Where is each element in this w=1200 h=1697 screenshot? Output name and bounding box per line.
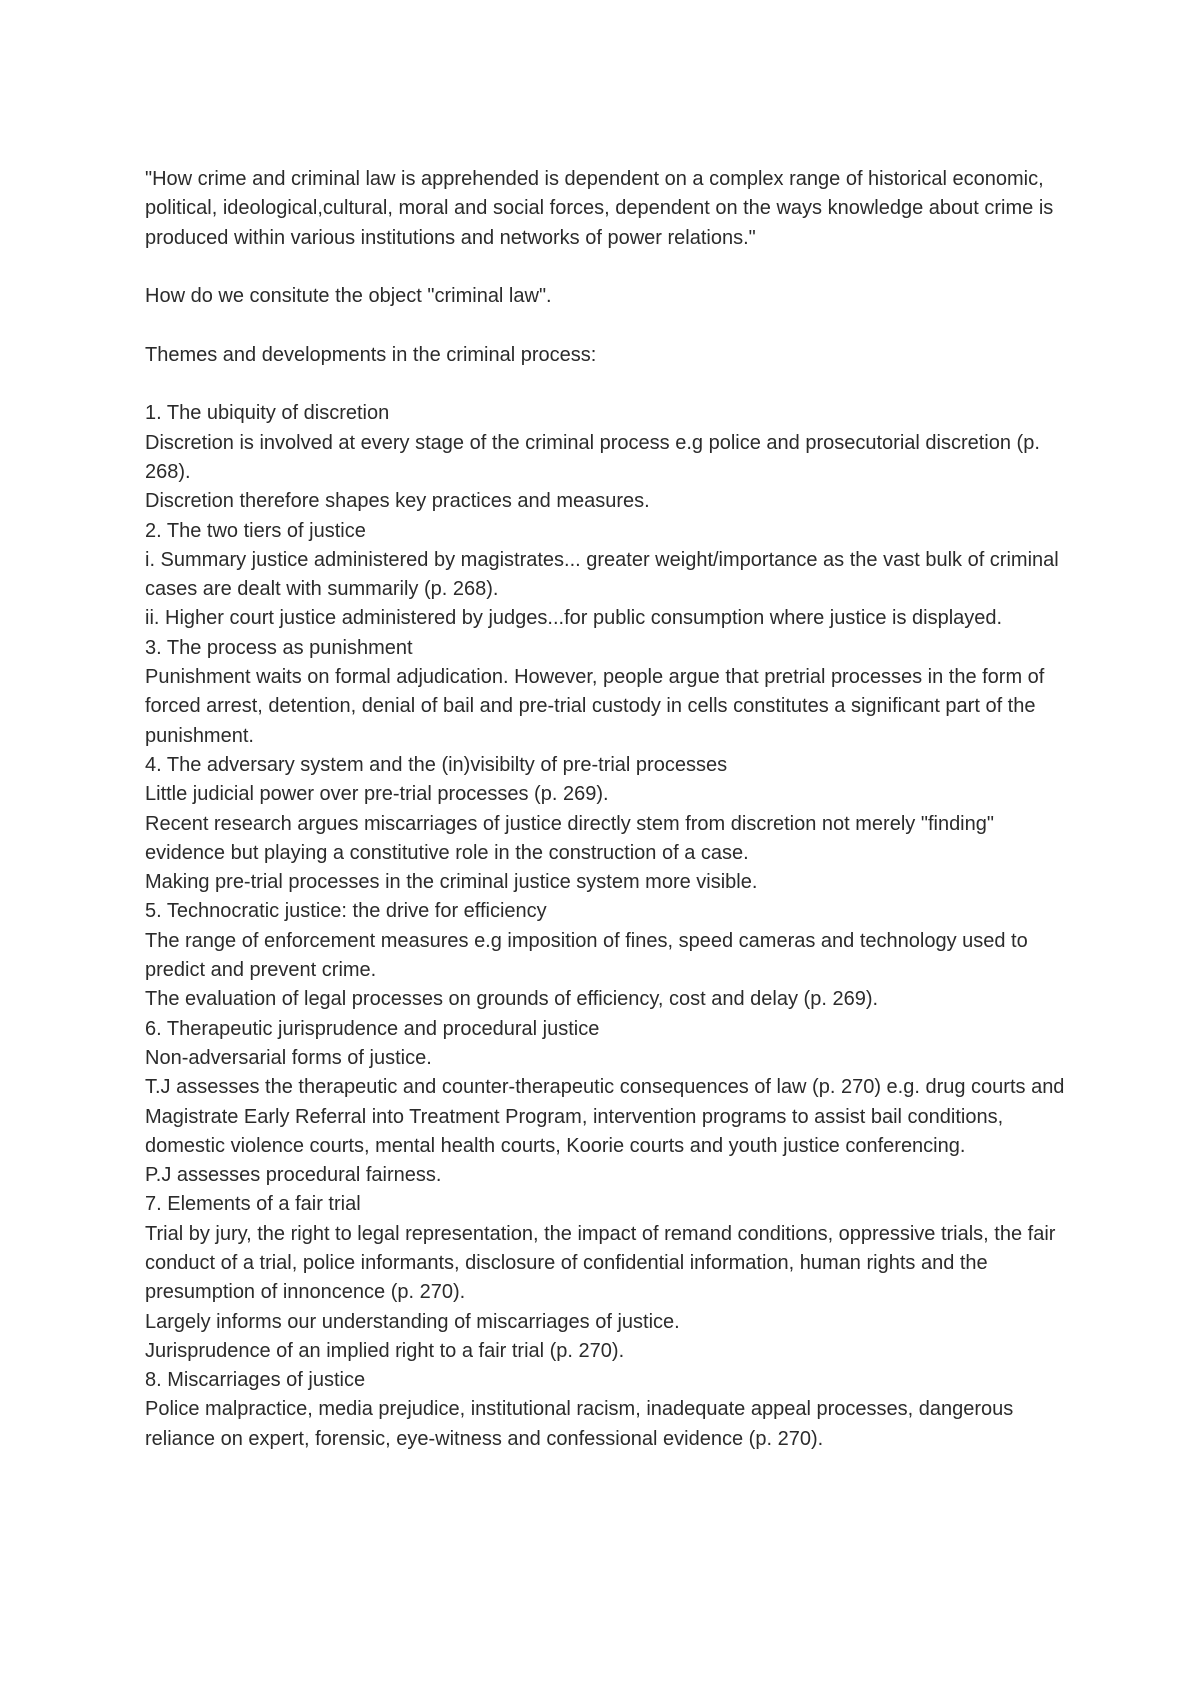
theme-4-line: Little judicial power over pre-trial processes (p. 269). [145, 783, 609, 806]
theme-4-line: Recent research argues miscarriages of justice directly stem from discretion not merely "finding" evidence but playing a constitutive role in the construction of a case. [145, 812, 994, 864]
theme-7-line: Largely informs our understanding of miscarriages of justice. [145, 1310, 680, 1333]
theme-8-heading: 8. Miscarriages of justice [145, 1369, 366, 1392]
themes-heading: Themes and developments in the criminal process: [145, 343, 597, 366]
theme-5-line: The evaluation of legal processes on grounds of efficiency, cost and delay (p. 269). [145, 988, 879, 1011]
theme-1-heading: 1. The ubiquity of discretion [145, 402, 390, 425]
theme-7-line: Trial by jury, the right to legal representation, the impact of remand conditions, oppressive trials, the fair conduct of a trial, police informants, disclosure of confidential information, human rights and the presumption of innoncence (p. 270). [145, 1222, 1056, 1304]
theme-1-line: Discretion is involved at every stage of the criminal process e.g police and prosecutorial discretion (p. 268). [145, 431, 1040, 483]
theme-6-heading: 6. Therapeutic jurisprudence and procedural justice [145, 1017, 600, 1040]
document-body [145, 165, 1075, 1454]
question-line: How do we consitute the object "criminal law". [145, 285, 552, 308]
theme-3-heading: 3. The process as punishment [145, 636, 413, 659]
theme-5-line: The range of enforcement measures e.g imposition of fines, speed cameras and technology used to predict and prevent crime. [145, 929, 1028, 982]
theme-8-line: Police malpractice, media prejudice, institutional racism, inadequate appeal processes, dangerous reliance on expert, forensic, eye-witness and confessional evidence (p. 270). [145, 1398, 1014, 1450]
themes-list [145, 399, 1075, 1454]
theme-2-heading: 2. The two tiers of justice [145, 519, 366, 542]
theme-4-heading: 4. The adversary system and the (in)visibilty of pre-trial processes [145, 753, 728, 776]
theme-5-heading: 5. Technocratic justice: the drive for efficiency [145, 900, 547, 923]
opening-quote: "How crime and criminal law is apprehended is dependent on a complex range of historical economic, political, ideological,cultural, moral and social forces, dependent on the ways knowledge about crime is produced within various institutions and networks of power relations." [145, 168, 1054, 249]
theme-6-line: T.J assesses the therapeutic and counter-therapeutic consequences of law (p. 270) e.g. drug courts and Magistrate Early Referral into Treatment Program, intervention programs to assist bail conditions, domestic violence courts, mental health courts, Koorie courts and youth justice conferencing. [145, 1076, 1065, 1157]
theme-4-line: Making pre-trial processes in the criminal justice system more visible. [145, 871, 758, 894]
theme-7-heading: 7. Elements of a fair trial [145, 1193, 361, 1216]
theme-2-line: i. Summary justice administered by magistrates... greater weight/importance as the vast bulk of criminal cases are dealt with summarily (p. 268). [145, 548, 1059, 601]
theme-6-line: Non-adversarial forms of justice. [145, 1046, 432, 1069]
theme-3-line: Punishment waits on formal adjudication. However, people argue that pretrial processes in the form of forced arrest, detention, denial of bail and pre-trial custody in cells constitutes a significant part of the punishment. [145, 666, 1045, 747]
theme-1-line: Discretion therefore shapes key practices and measures. [145, 490, 650, 513]
theme-2-line: ii. Higher court justice administered by judges...for public consumption where justice is displayed. [145, 607, 1003, 630]
theme-7-line: Jurisprudence of an implied right to a fair trial (p. 270). [145, 1339, 625, 1362]
theme-6-line: P.J assesses procedural fairness. [145, 1164, 442, 1187]
